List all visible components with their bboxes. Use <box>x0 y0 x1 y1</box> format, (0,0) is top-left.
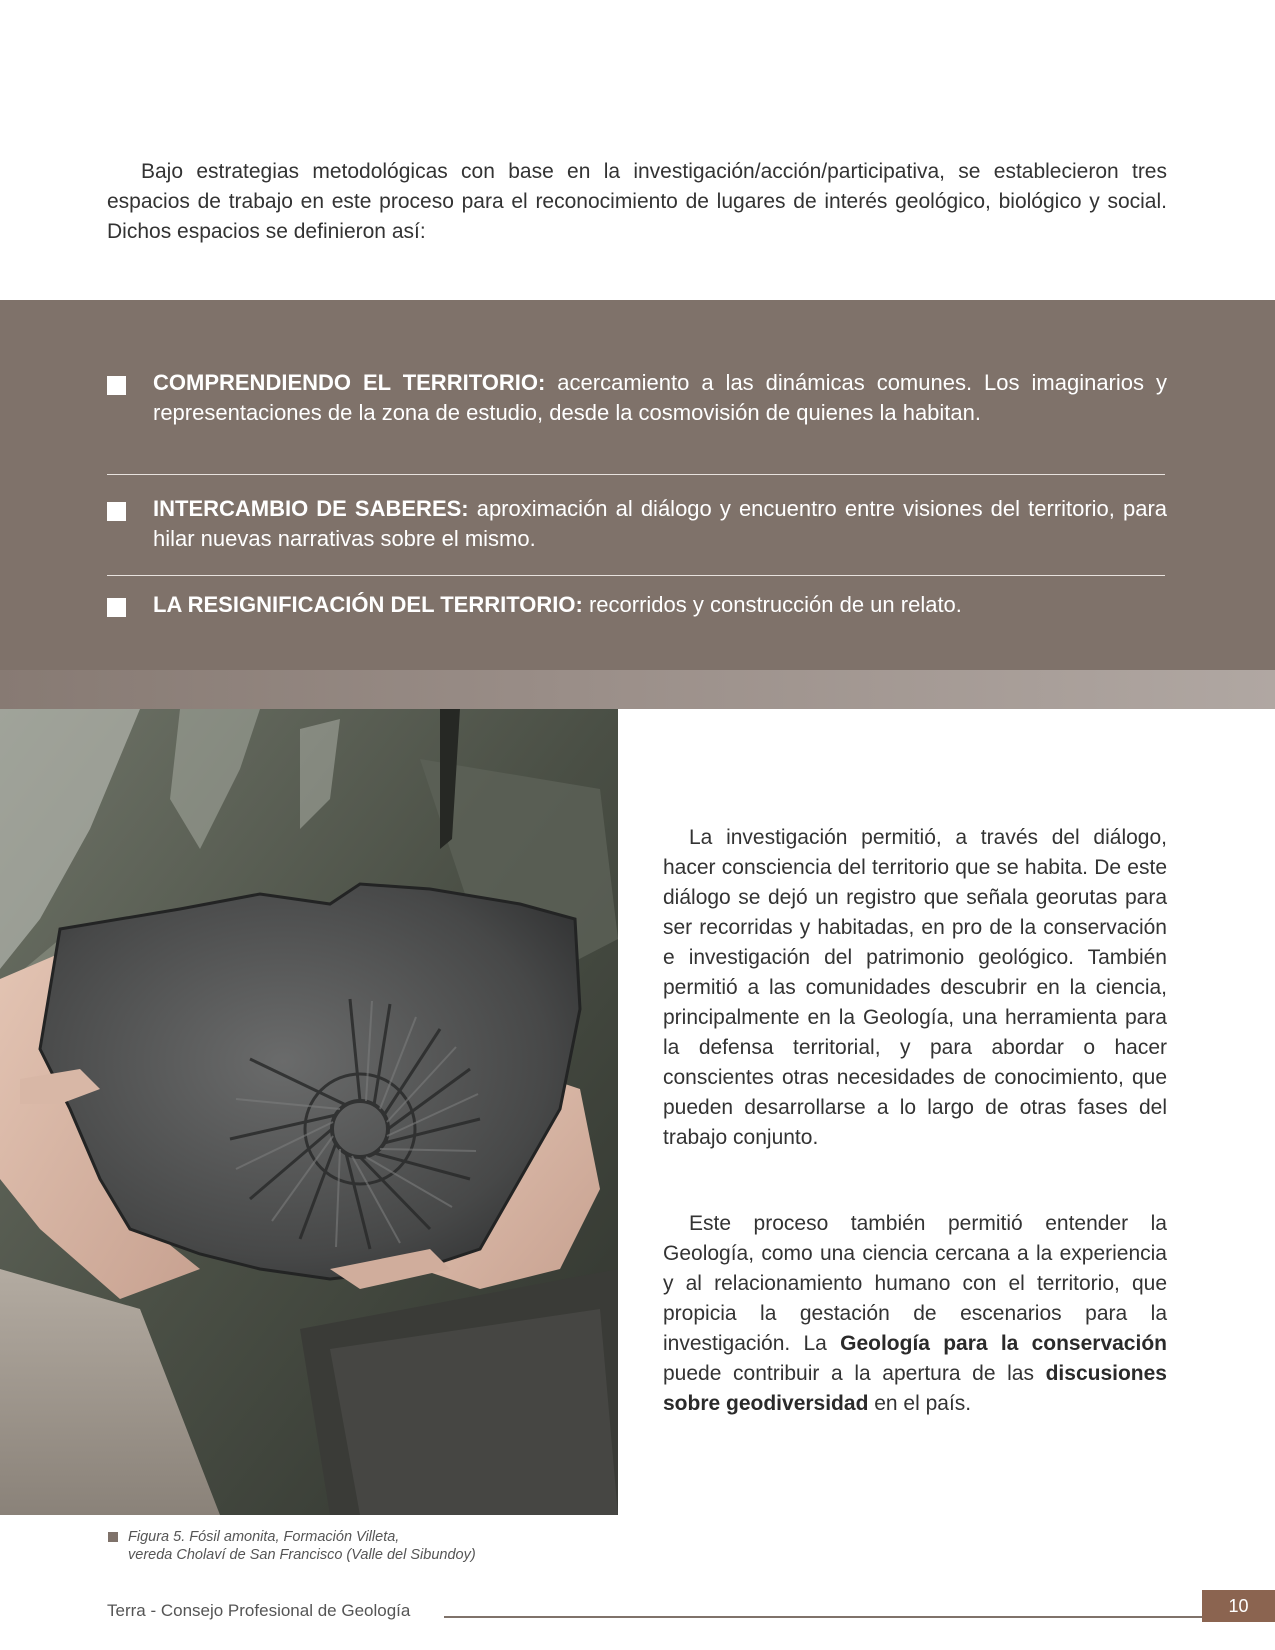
footer-publication-label: Terra - Consejo Profesional de Geología <box>107 1601 411 1620</box>
emphasis-discusiones-geodiversidad: discusiones sobre geodiversidad <box>663 1362 1167 1415</box>
item-text: aproximación al diálogo y encuentro entre visiones del territorio, para hilar nuevas narrativas sobre el mismo. <box>153 496 1168 551</box>
figure-caption <box>108 1528 588 1564</box>
footer-rule <box>444 1616 1204 1618</box>
divider <box>107 575 1165 576</box>
band-gradient-strip <box>0 670 1275 709</box>
item-title: LA RESIGNIFICACIÓN DEL TERRITORIO: <box>153 592 583 617</box>
caption-line-1: Figura 5. Fósil amonita, Formación Villeta, <box>128 1529 400 1545</box>
square-bullet-icon <box>107 376 126 395</box>
item-title: COMPRENDIENDO EL TERRITORIO: <box>153 370 546 395</box>
square-bullet-icon <box>107 502 126 521</box>
item-text: acercamiento a las dinámicas comunes. Los imaginarios y representaciones de la zona de estudio, desde la cosmovisión de quienes la habitan. <box>153 370 1167 425</box>
list-item-comprendiendo <box>107 368 1167 428</box>
list-item-intercambio <box>107 494 1167 554</box>
body-paragraph-2: Este proceso también permitió entender la Geología, como una ciencia cercana a la experiencia y al relacionamiento humano con el territorio, que propicia la gestación de escenarios para la investigación. La Geología para la conservación puede contribuir a la apertura de las discusiones sobre geodiversidad en el país. <box>663 1212 1167 1415</box>
caption-square-icon <box>108 1532 118 1542</box>
square-bullet-icon <box>107 598 126 617</box>
page-number-badge: 10 <box>1202 1590 1275 1622</box>
intro-paragraph: Bajo estrategias metodológicas con base en la investigación/acción/participativa, se establecieron tres espacios de trabajo en este proceso para el reconocimiento de lugares de interés geológico, biológico y social. Dichos espacios se definieron así: <box>107 160 1167 243</box>
item-title: INTERCAMBIO DE SABERES: <box>153 496 469 521</box>
ammonite-fossil-photo <box>0 709 618 1515</box>
body-paragraph-1: La investigación permitió, a través del diálogo, hacer consciencia del territorio que se habita. De este diálogo se dejó un registro que señala georutas para ser recorridas y habitadas, en pro de la conservación e investigación del patrimonio geológico. También permitió a las comunidades descubrir en la ciencia, principalmente en la Geología, una herramienta para la defensa territorial, y para abordar o hacer conscientes otras necesidades de conocimiento, que pueden desarrollarse a lo largo de otras fases del trabajo conjunto. <box>663 826 1167 1149</box>
emphasis-geologia-conservacion: Geología para la conservación <box>840 1332 1167 1355</box>
caption-line-2: vereda Cholaví de San Francisco (Valle del Sibundoy) <box>128 1547 476 1563</box>
item-text: recorridos y construcción de un relato. <box>582 592 962 617</box>
list-item-resignificacion <box>107 590 1167 620</box>
divider <box>107 474 1165 475</box>
